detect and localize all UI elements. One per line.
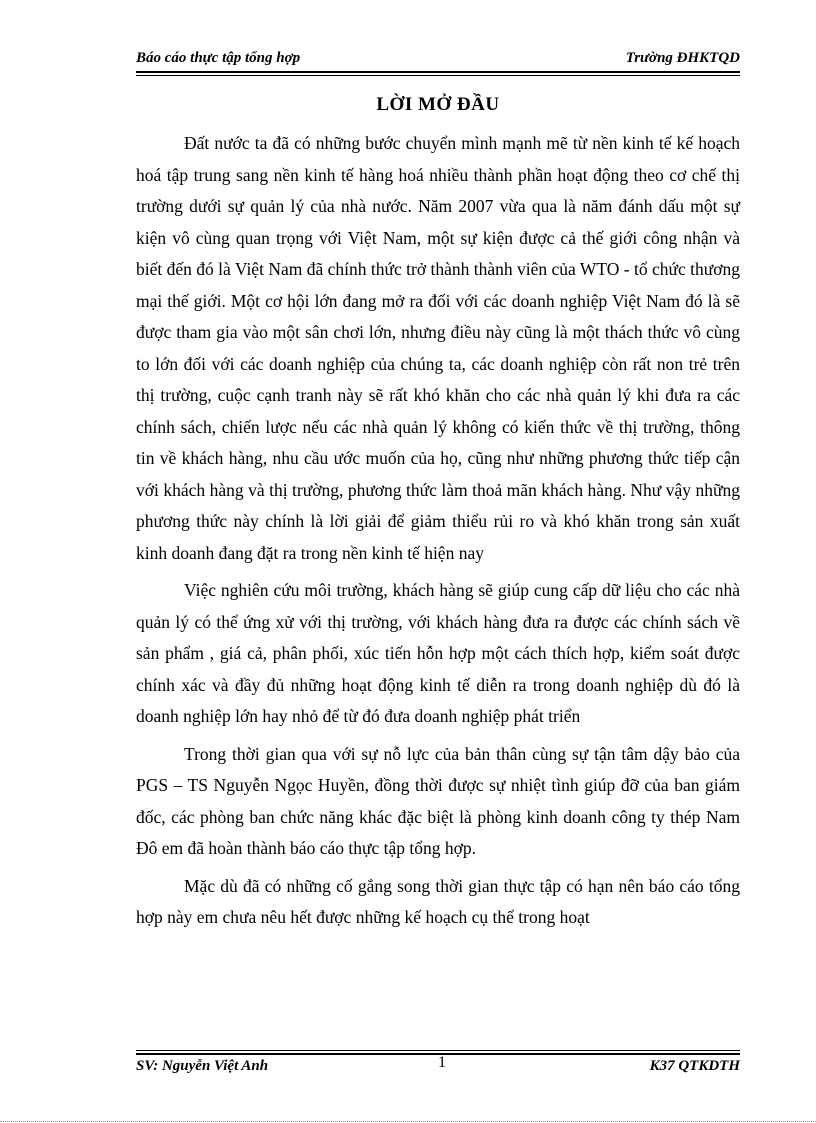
footer-student-name: SV: Nguyễn Việt Anh — [136, 1058, 269, 1074]
paragraph-4: Mặc dù đã có những cố gắng song thời gian thực tập có hạn nên báo cáo tổng hợp này em chưa nêu hết được những kế hoạch cụ thể trong hoạt — [136, 875, 740, 927]
paragraph-2: Việc nghiên cứu môi trường, khách hàng sẽ giúp cung cấp dữ liệu cho các nhà quản lý có thể ứng xử với thị trường, với khách hàng đưa ra được các chính sách về sản phẩm , giá cả, phân phối, xúc tiến hỗn hợp một cách thích hợp, kiểm soát được chính xác và đầy đủ những hoạt động kinh tế diễn ra trong doanh nghiệp dù đó là doanh nghiệp lớn hay nhỏ để từ đó đưa doanh nghiệp phát triển — [136, 580, 740, 726]
footer-class-code: K37 QTKDTH — [649, 1058, 740, 1074]
page-title: LỜI MỞ ĐẦU — [376, 94, 500, 115]
page-footer — [136, 1054, 740, 1078]
page-number: 1 — [438, 1054, 446, 1071]
document-body — [136, 128, 740, 940]
page-break-line — [0, 1121, 816, 1122]
header-school-name: Trường ĐHKTQD — [625, 50, 740, 66]
header-rule-thin — [136, 75, 740, 76]
footer-rule-thin — [136, 1050, 740, 1051]
page-header — [136, 50, 740, 70]
header-rule-thick — [136, 71, 740, 73]
paragraph-1: Đất nước ta đã có những bước chuyển mình mạnh mẽ từ nền kinh tế kế hoạch hoá tập trung sang nền kinh tế hàng hoá nhiều thành phần hoạt động theo cơ chế thị trường dưới sự quản lý của nhà nước. Năm 2007 vừa qua là năm đánh dấu một sự kiện vô cùng quan trọng với Việt Nam, một sự kiện được cả thế giới công nhận và biết đến đó là Việt Nam đã chính thức trở thành thành viên của WTO - tổ chức thương mại thế giới. Một cơ hội lớn đang mở ra đối với các doanh nghiệp Việt Nam đó là sẽ được tham gia vào một sân chơi lớn, nhưng điều này cũng là một thách thức vô cùng to lớn đối với các doanh nghiệp của chúng ta, các doanh nghiệp còn rất non trẻ trên thị trường, cuộc cạnh tranh này sẽ rất khó khăn cho các nhà quản lý khi đưa ra các chính sách, chiến lược nếu các nhà quản lý không có kiến thức về thị trường, thông tin về khách hàng, nhu cầu ước muốn của họ, cũng như những phương thức tiếp cận với khách hàng và thị trường, phương thức làm thoả mãn khách hàng. Như vậy những phương thức này chính là lời giải để giảm thiểu rủi ro và khó khăn trong sản xuất kinh doanh đang đặt ra trong nền kinh tế hiện nay — [136, 133, 740, 563]
paragraph-3: Trong thời gian qua với sự nỗ lực của bản thân cùng sự tận tâm dậy bảo của PGS – TS Nguyễn Ngọc Huyền, đồng thời được sự nhiệt tình giúp đỡ của ban giám đốc, các phòng ban chức năng khác đặc biệt là phòng kinh doanh công ty thép Nam Đô em đã hoàn thành báo cáo thực tập tổng hợp. — [136, 743, 740, 858]
header-report-title: Báo cáo thực tập tổng hợp — [136, 50, 301, 66]
